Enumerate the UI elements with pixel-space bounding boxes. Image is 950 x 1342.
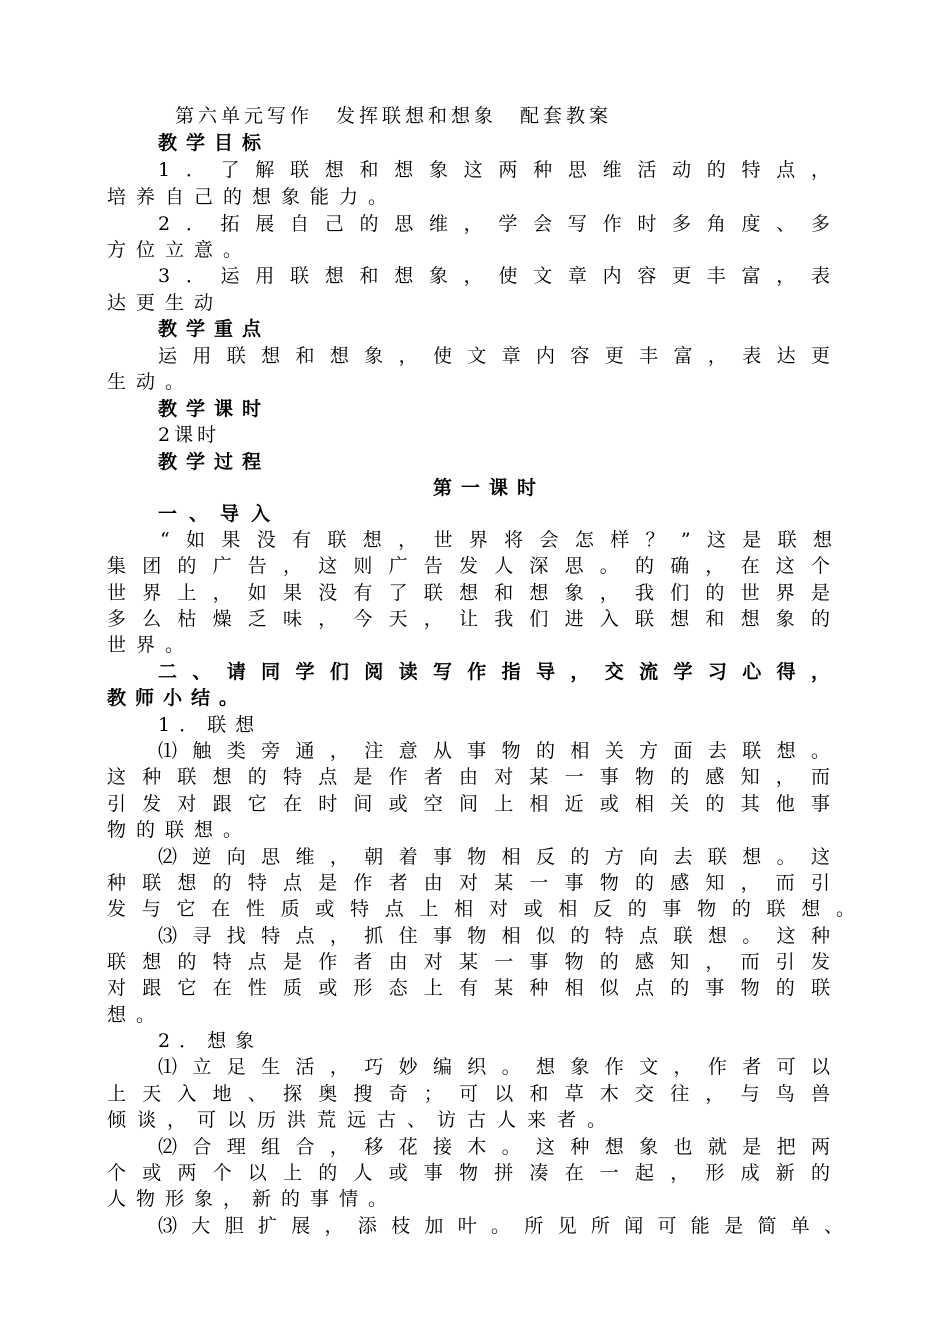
imagination-heading: 2．想象 [158, 1030, 264, 1052]
intro-heading: 一、导入 [158, 503, 283, 525]
document-title: 第六单元写作 发挥联想和想象 配套教案 [175, 105, 613, 127]
part-2-heading-line-2: 教师小结。 [107, 687, 248, 709]
association-2-line-1: ⑵逆向思维，朝着事物相反的方向去联想。这 [158, 846, 830, 868]
intro-line-4: 多么枯燥乏味，今天，让我们进入联想和想象的 [107, 608, 830, 630]
hours-value: 2课时 [158, 424, 221, 446]
association-1-line-4: 物的联想。 [107, 819, 253, 841]
goal-1-line-2: 培养自己的想象能力。 [107, 186, 398, 208]
section-heading-key: 教学重点 [158, 318, 271, 340]
intro-line-1: “如果没有联想，世界将会怎样？”这是联想 [160, 529, 832, 551]
association-3-line-3: 对跟它在性质或形态上有某种相似点的事物的联 [107, 977, 830, 999]
imagination-2-line-1: ⑵合理组合，移花接木。这种想象也就是把两 [158, 1136, 830, 1158]
association-3-line-2: 联想的特点是作者由对某一事物的感知，而引发 [107, 951, 830, 973]
section-heading-process: 教学过程 [158, 451, 271, 473]
imagination-1-line-2: 上天入地、探奥搜奇；可以和草木交往，与鸟兽 [107, 1083, 830, 1105]
lesson-1-heading: 第一课时 [433, 477, 546, 499]
goal-2-line-2: 方位立意。 [107, 239, 253, 261]
key-line-2: 生动。 [107, 371, 195, 393]
part-2-heading-line-1: 二、请同学们阅读写作指导，交流学习心得， [158, 661, 830, 683]
goal-1-line-1: 1．了解联想和想象这两种思维活动的特点， [158, 159, 830, 181]
imagination-2-line-2: 个或两个以上的人或事物拼凑在一起，形成新的 [107, 1162, 830, 1184]
association-1-line-3: 引发对跟它在时间或空间上相近或相关的其他事 [107, 793, 830, 815]
goal-3-line-1: 3．运用联想和想象，使文章内容更丰富，表 [158, 265, 830, 287]
intro-line-5: 世界。 [107, 634, 195, 656]
imagination-1-line-1: ⑴立足生活，巧妙编织。想象作文，作者可以 [158, 1056, 830, 1078]
association-3-line-1: ⑶寻找特点，抓住事物相似的特点联想。这种 [158, 925, 830, 947]
association-3-line-4: 想。 [107, 1004, 166, 1026]
association-1-line-2: 这种联想的特点是作者由对某一事物的感知，而 [107, 766, 830, 788]
association-2-line-3: 发与它在性质或特点上相对或相反的事物的联想。 [107, 898, 855, 920]
association-heading: 1．联想 [158, 714, 264, 736]
imagination-3-line-1: ⑶大胆扩展，添枝加叶。所见所闻可能是简单、 [158, 1215, 843, 1237]
imagination-2-line-3: 人物形象，新的事情。 [107, 1188, 398, 1210]
section-heading-goals: 教学目标 [158, 132, 271, 154]
key-line-1: 运用联想和想象，使文章内容更丰富，表达更 [158, 345, 830, 367]
association-1-line-1: ⑴触类旁通，注意从事物的相关方面去联想。 [158, 740, 830, 762]
association-2-line-2: 种联想的特点是作者由对某一事物的感知，而引 [107, 872, 830, 894]
imagination-1-line-3: 倾谈，可以历洪荒远古、访古人来者。 [107, 1109, 618, 1131]
goal-3-line-2: 达更生动 [107, 292, 224, 314]
intro-line-3: 世界上，如果没有了联想和想象，我们的世界是 [107, 582, 830, 604]
intro-line-2: 集团的广告，这则广告发人深思。的确，在这个 [107, 555, 830, 577]
goal-2-line-1: 2．拓展自己的思维，学会写作时多角度、多 [158, 213, 830, 235]
section-heading-hours: 教学课时 [158, 398, 271, 420]
